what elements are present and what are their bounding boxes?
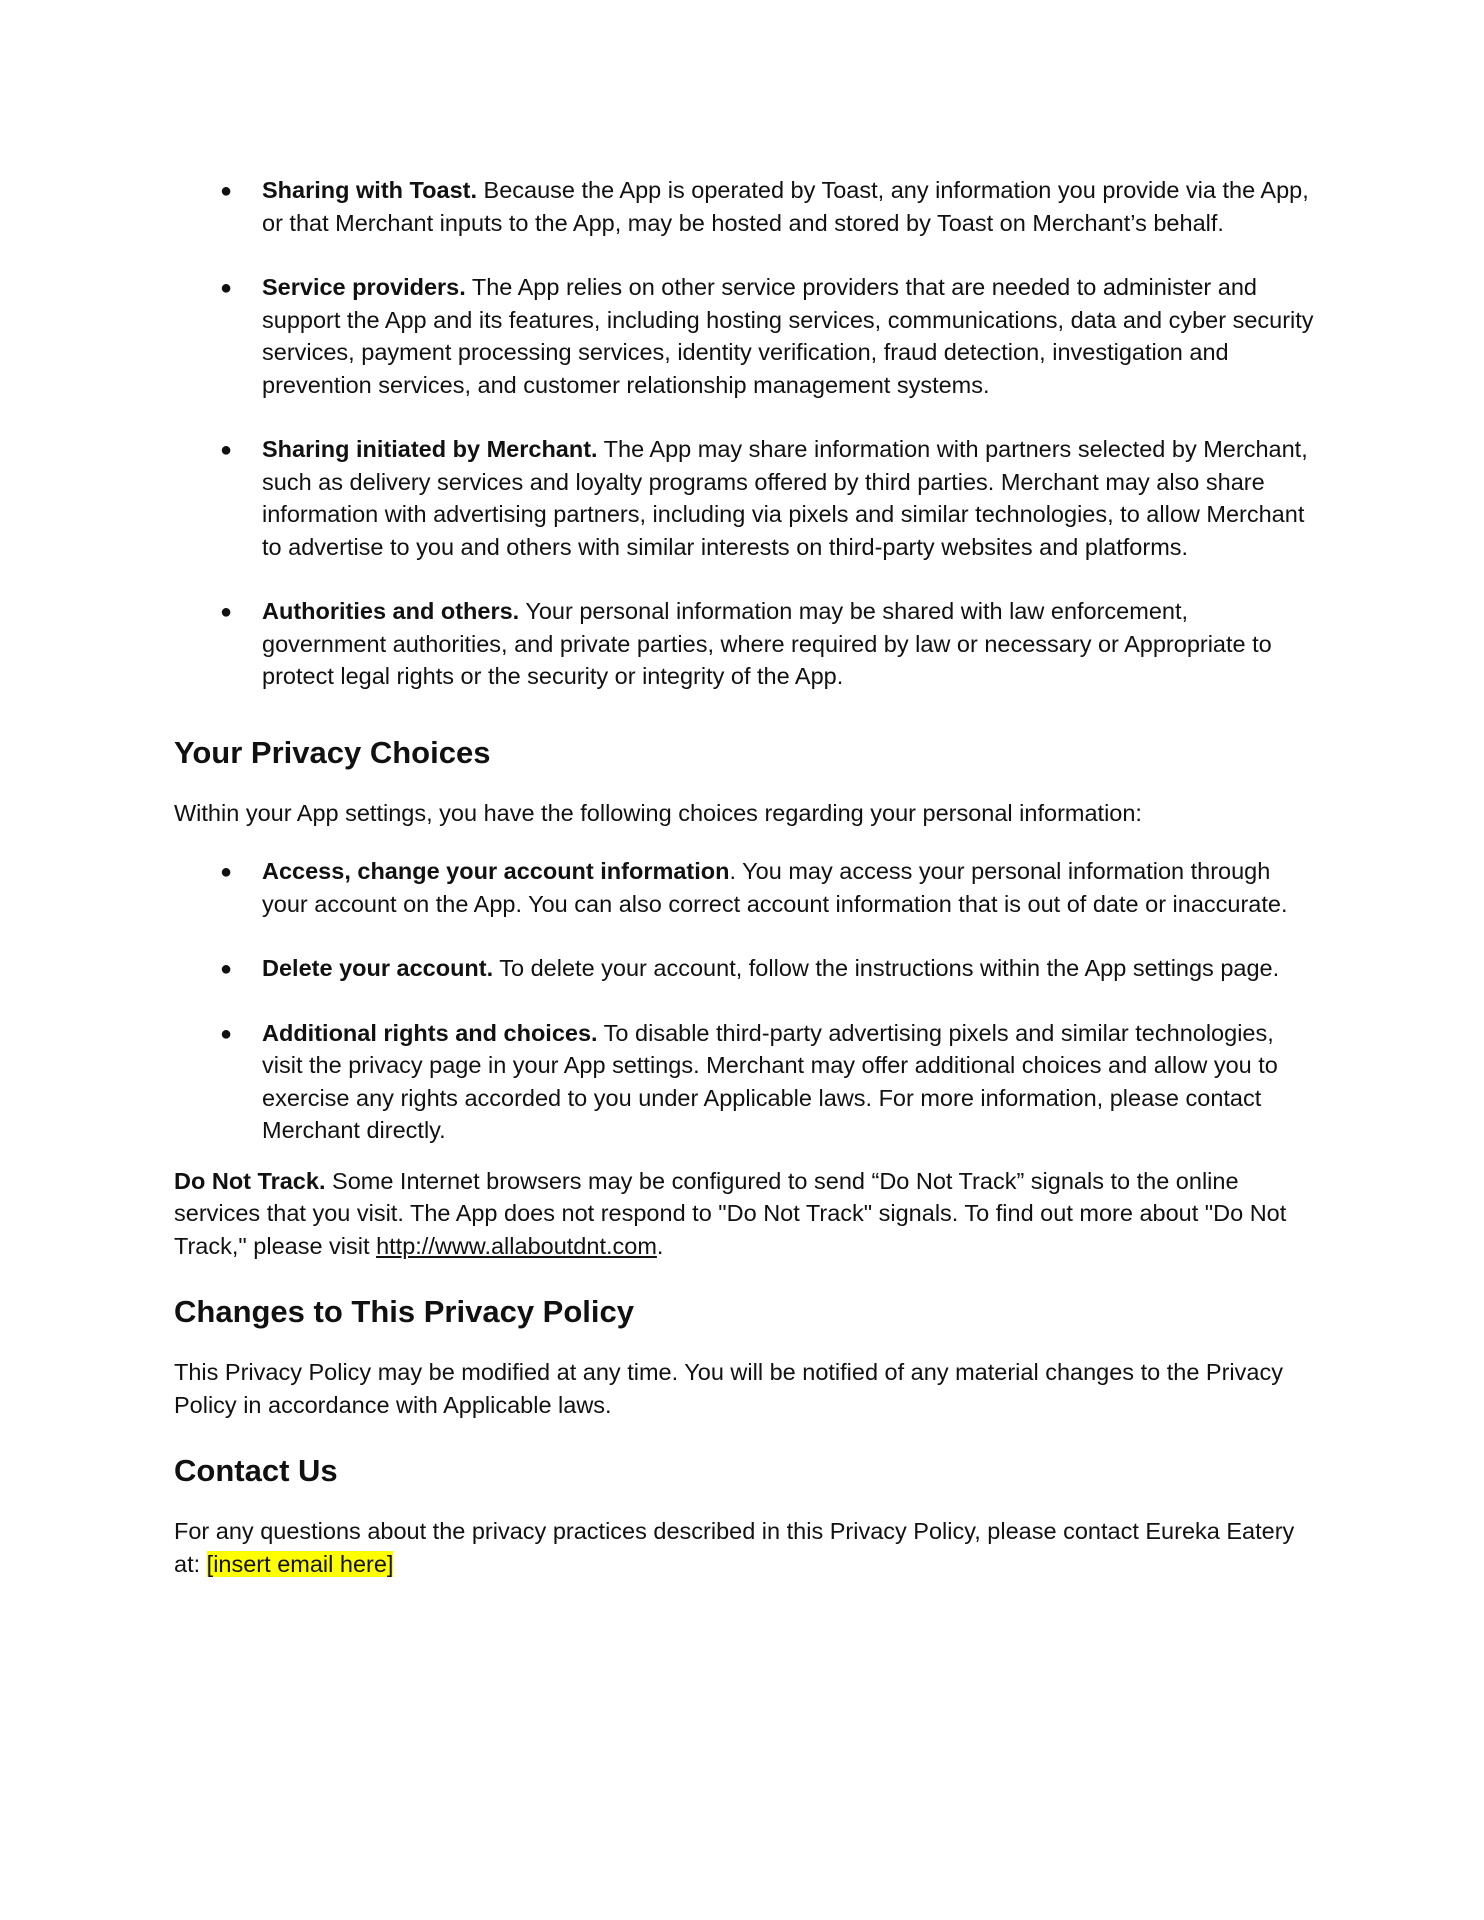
list-item-text: . You may access your personal information through your account on the App. You can also correct account information that is out of date or inaccurate.	[262, 858, 1288, 917]
email-placeholder: [insert email here]	[206, 1550, 394, 1577]
list-item	[174, 595, 1314, 693]
privacy-choices-intro: Within your App settings, you have the following choices regarding your personal information:	[174, 799, 1142, 826]
list-item-text: Because the App is operated by Toast, any information you provide via the App, or that Merchant inputs to the App, may be hosted and stored by Toast on Merchant’s behalf.	[262, 177, 1309, 236]
bullet-icon: ●	[220, 1022, 233, 1045]
list-item-title: Sharing with Toast.	[262, 177, 477, 203]
list-item	[174, 952, 1314, 985]
sharing-list	[174, 174, 1314, 693]
list-item-text: Your personal information may be shared with law enforcement, government authorities, and private parties, where required by law or necessary or Appropriate to protect legal rights or the security or integrity of the App.	[262, 598, 1272, 689]
list-item-title: Service providers.	[262, 274, 466, 300]
list-item-text: To delete your account, follow the instructions within the App settings page.	[493, 955, 1280, 981]
allaboutdnt-link[interactable]: http://www.allaboutdnt.com	[376, 1232, 657, 1259]
do-not-track-title: Do Not Track.	[174, 1167, 326, 1194]
contact-heading: Contact Us	[174, 1453, 338, 1488]
list-item-title: Authorities and others.	[262, 598, 520, 624]
list-item-text: To disable third-party advertising pixels and similar technologies, visit the privacy page in your App settings. Merchant may offer additional choices and allow you to exercise any rights accorded to you under Applicable laws. For more information, please contact Merchant directly.	[262, 1019, 1278, 1143]
bullet-icon: ●	[220, 180, 233, 202]
changes-text: This Privacy Policy may be modified at any time. You will be notified of any material changes to the Privacy Policy in accordance with Applicable laws.	[174, 1359, 1283, 1418]
list-item-text: The App may share information with partners selected by Merchant, such as delivery services and loyalty programs offered by third parties. Merchant may also share information with advertising partners, including via pixels and similar technologies, to allow Merchant to advertise to you and others with similar interests on third-party websites and platforms.	[262, 436, 1308, 560]
bullet-icon: ●	[220, 958, 233, 980]
do-not-track-text: Some Internet browsers may be configured to send “Do Not Track” signals to the online services that you visit. The App does not respond to "Do Not Track" signals. To find out more about "Do Not Track," please visit	[174, 1167, 1287, 1259]
privacy-choices-list	[174, 855, 1314, 1147]
changes-heading: Changes to This Privacy Policy	[174, 1294, 634, 1329]
list-item	[174, 174, 1314, 239]
contact-text: For any questions about the privacy practices described in this Privacy Policy, please contact Eureka Eatery at:	[174, 1518, 1295, 1577]
list-item	[174, 1017, 1314, 1147]
list-item	[174, 271, 1314, 401]
document-page	[174, 174, 1314, 1580]
list-item-text: The App relies on other service providers that are needed to administer and support the App and its features, including hosting services, communications, data and cyber security services, payment processing services, identity verification, fraud detection, investigation and prevention services, and customer relationship management systems.	[262, 274, 1314, 398]
list-item-title: Additional rights and choices.	[262, 1019, 598, 1046]
list-item-title: Delete your account.	[262, 955, 494, 981]
list-item	[174, 855, 1314, 920]
list-item	[174, 433, 1314, 563]
privacy-choices-heading: Your Privacy Choices	[174, 734, 491, 770]
do-not-track-paragraph	[174, 1165, 1314, 1263]
list-item-title: Sharing initiated by Merchant.	[262, 436, 598, 462]
bullet-icon: ●	[220, 439, 233, 461]
do-not-track-end: .	[656, 1232, 664, 1259]
list-item-title: Access, change your account information	[262, 858, 730, 884]
bullet-icon: ●	[220, 277, 233, 299]
bullet-icon: ●	[220, 861, 233, 883]
bullet-icon: ●	[220, 601, 233, 623]
contact-paragraph	[174, 1515, 1314, 1580]
